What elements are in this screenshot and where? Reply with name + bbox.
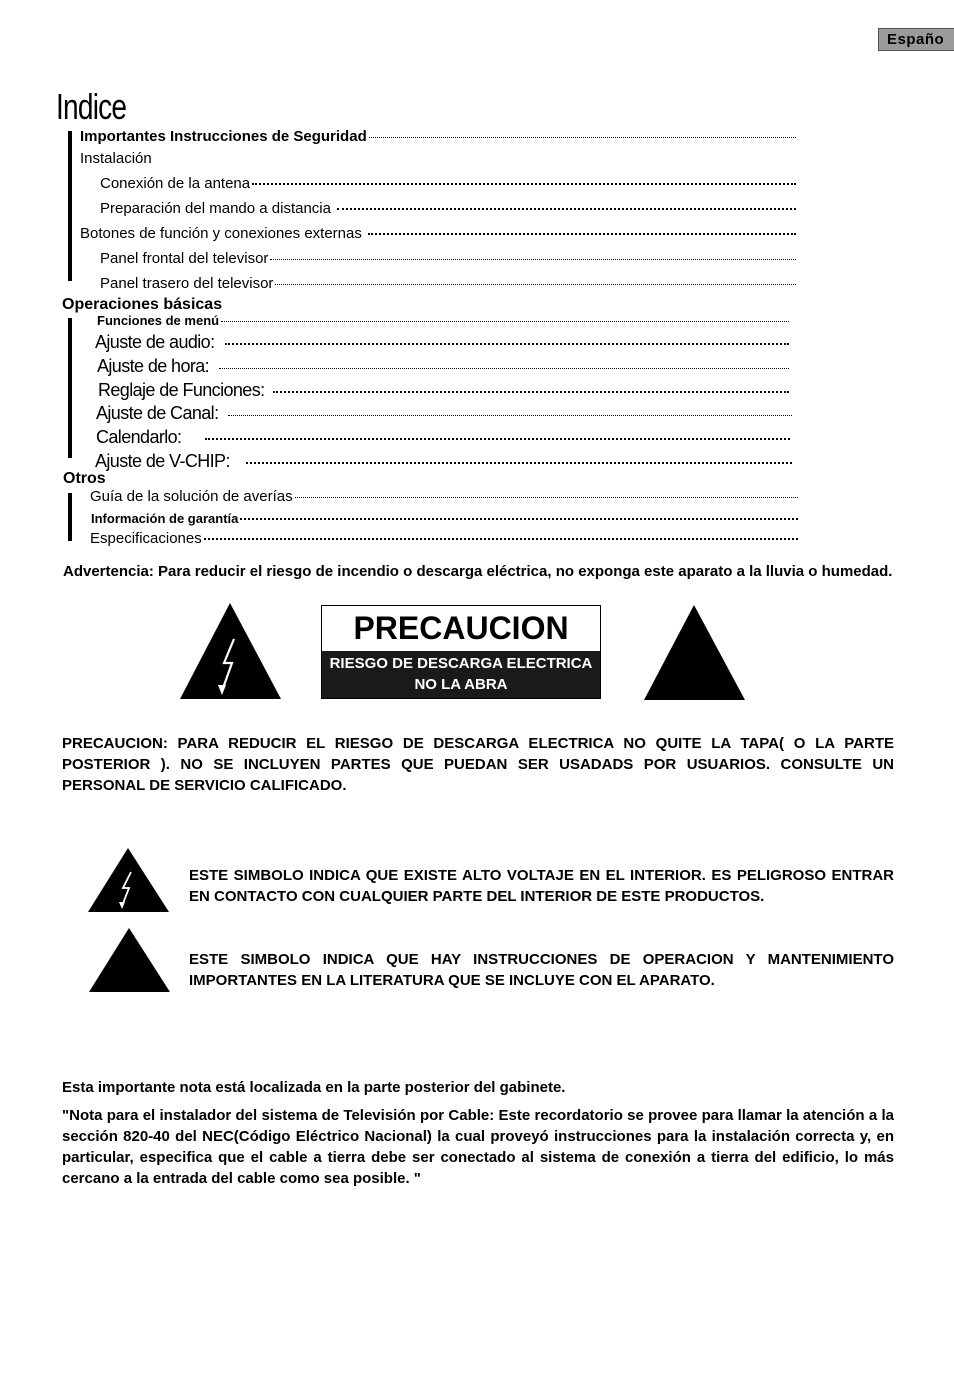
caution-line-2: NO LA ABRA [414, 676, 508, 693]
toc-bar-1 [68, 131, 72, 281]
toc-item-vchip [95, 451, 792, 472]
toc-item-buttons [80, 225, 796, 242]
toc-label: Conexión de la antena [100, 175, 251, 192]
leader-dots [273, 391, 789, 393]
toc-item-remote [100, 200, 796, 217]
toc-item-channel [96, 403, 792, 424]
exclamation-triangle-icon [644, 605, 745, 700]
toc-label: Ajuste de Canal: [96, 403, 219, 423]
leader-dots [228, 415, 792, 416]
toc-heading-others: Otros [63, 470, 106, 487]
leader-dots [252, 183, 796, 185]
toc-label: Panel frontal del televisor [100, 250, 269, 267]
toc-label: Preparación del mando a distancia [100, 200, 331, 217]
symbol-voltage-text: ESTE SIMBOLO INDICA QUE EXISTE ALTO VOLTAJE EN EL INTERIOR. ES PELIGROSO ENTRAR EN CONTACTO CON CUALQUIER PARTE DEL INTERIOR DE ESTE PRODUCTOS. [189, 867, 894, 905]
leader-dots [204, 538, 798, 540]
toc-item-functions [98, 380, 789, 401]
toc-item-rear-panel [100, 275, 796, 292]
lightning-triangle-icon [88, 848, 169, 912]
toc-item-installation [80, 150, 796, 167]
caution-band [322, 651, 600, 698]
leader-dots [369, 137, 796, 138]
language-tab: Españo [878, 28, 954, 51]
toc-item-specs [90, 530, 798, 547]
leader-dots [295, 497, 798, 498]
toc-label: Ajuste de V-CHIP: [95, 451, 230, 471]
leader-dots [275, 284, 796, 285]
symbol-instructions-text: ESTE SIMBOLO INDICA QUE HAY INSTRUCCIONES DE OPERACION Y MANTENIMIENTO IMPORTANTES EN LA LITERATURA QUE SE INCLUYE CON EL APARATO. [189, 951, 894, 989]
exclamation-triangle-icon [89, 928, 170, 992]
toc-label: Botones de función y conexiones externas [80, 225, 362, 242]
leader-dots [337, 208, 796, 210]
caution-text: PRECAUCION: PARA REDUCIR EL RIESGO DE DESCARGA ELECTRICA NO QUITE LA TAPA( O LA PARTE POSTERIOR ). NO SE INCLUYEN PARTES QUE PUEDAN SER USADADS POR USUARIOS. CONSULTE UN PERSONAL DE SERVICIO CALIFICADO. [62, 735, 894, 794]
toc-item-troubleshooting [90, 488, 798, 505]
toc-label: Calendarlo: [96, 427, 182, 447]
toc-label: Información de garantía [91, 511, 239, 526]
warning-text: Advertencia: Para reducir el riesgo de incendio o descarga eléctrica, no exponga este aparato a la lluvia o humedad. [63, 563, 893, 580]
leader-dots [221, 321, 789, 322]
note-location-text: Esta importante nota está localizada en la parte posterior del gabinete. [62, 1079, 566, 1096]
toc-label: Especificaciones [90, 530, 202, 547]
toc-item-time [97, 356, 789, 377]
toc-bar-3 [68, 493, 72, 541]
leader-dots [246, 462, 792, 464]
leader-dots [368, 233, 796, 235]
toc-label: Reglaje de Funciones: [98, 380, 265, 400]
leader-dots [205, 438, 790, 440]
caution-title: PRECAUCION [353, 610, 569, 646]
leader-dots [219, 368, 789, 369]
index-title: Indice [56, 86, 127, 127]
caution-label [321, 605, 601, 699]
cable-note-text: "Nota para el instalador del sistema de Televisión por Cable: Este recordatorio se provee para llamar la atención a la sección 820-40 del NEC(Código Eléctrico Nacional) la cual proveyó instrucciones para la instalación correcta y, en particular, especifica que el cable a tierra debe ser conectado al sistema de conexión a tierra del edificio, lo más cercano a la entrada del cable como sea posible. " [62, 1107, 894, 1187]
toc-item-audio [95, 332, 789, 353]
leader-dots [240, 518, 798, 520]
leader-dots [270, 259, 796, 260]
toc-label: Ajuste de hora: [97, 356, 210, 376]
toc-label: Funciones de menú [97, 313, 220, 328]
toc-item-front-panel [100, 250, 796, 267]
caution-line-1: RIESGO DE DESCARGA ELECTRICA [329, 655, 593, 672]
toc-item-menu-functions [97, 313, 789, 328]
toc-label: Panel trasero del televisor [100, 275, 274, 292]
toc-item-warranty [91, 511, 798, 526]
toc-item-antenna [100, 175, 796, 192]
toc-item-calendar [96, 427, 790, 448]
toc-label: Ajuste de audio: [95, 332, 215, 352]
toc-label: Guía de la solución de averías [90, 488, 293, 505]
toc-bar-2 [68, 318, 72, 458]
toc-label: Importantes Instrucciones de Seguridad [80, 128, 367, 145]
toc-heading-basic-ops: Operaciones básicas [62, 296, 223, 313]
toc-label: Instalación [80, 150, 152, 167]
toc-item-security [80, 128, 796, 145]
lightning-triangle-icon [180, 603, 281, 699]
leader-dots [225, 343, 790, 345]
